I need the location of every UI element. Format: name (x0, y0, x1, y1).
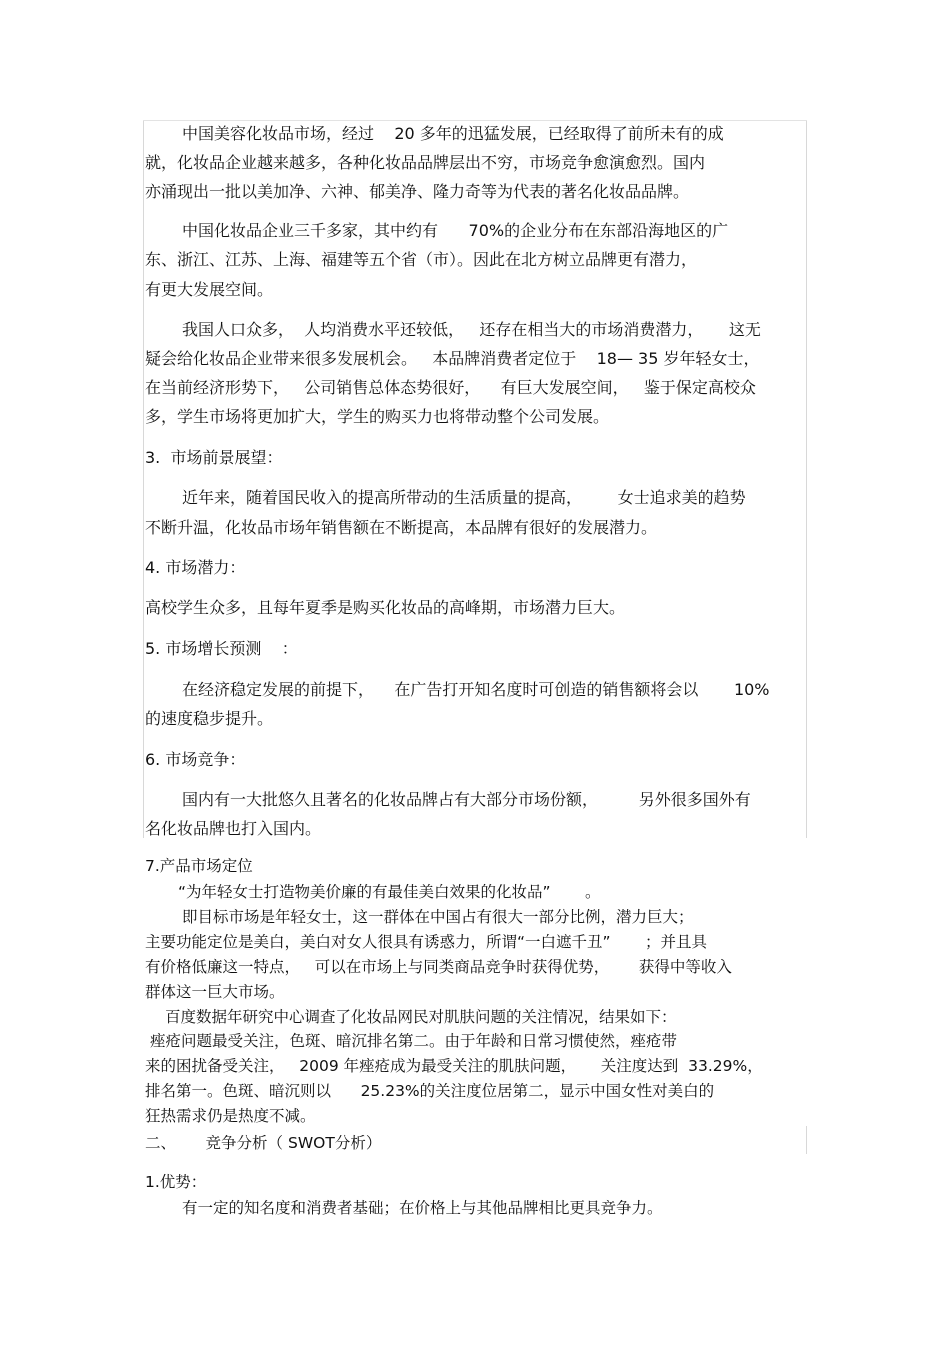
text-line: 亦涌现出一批以美加净、六神、郁美净、隆力奇等为代表的著名化妆品品牌。 (145, 182, 690, 201)
text-line: 疑会给化妆品企业带来很多发展机会。 本品牌消费者定位于 18— 35 岁年轻女士， (145, 349, 760, 368)
text-line: 中国化妆品企业三千多家，其中约有 70%的企业分布在东部沿海地区的广 (182, 221, 729, 240)
text-line: 多，学生市场将更加扩大，学生的购买力也将带动整个公司发展。 (145, 407, 610, 426)
text-line: 在当前经济形势下， 公司销售总体态势很好， 有巨大发展空间， 鉴于保定高校众 (145, 378, 756, 397)
text-line: “为年轻女士打造物美价廉的有最佳美白效果的化妆品” 。 (178, 883, 601, 901)
frame-left-line (143, 120, 144, 838)
text-line: 有价格低廉这一特点， 可以在市场上与同类商品竞争时获得优势， 获得中等收入 (145, 958, 732, 976)
text-line: 有更大发展空间。 (145, 280, 274, 299)
text-line: 主要功能定位是美白，美白对女人很具有诱惑力，所谓“一白遮千丑” ；并且具 (145, 933, 708, 951)
text-line: 就，化妆品企业越来越多，各种化妆品品牌层出不穷，市场竞争愈演愈烈。国内 (145, 153, 706, 172)
text-line: 来的困扰备受关注， 2009 年痤疮成为最受关注的肌肤问题， 关注度达到 33.29%， (145, 1057, 763, 1075)
frame-right-line-lower (806, 1126, 807, 1154)
section-heading: 二、 竞争分析（ SWOT分析） (145, 1134, 382, 1152)
section-heading: 3. 市场前景展望： (145, 448, 283, 467)
text-line: 高校学生众多，且每年夏季是购买化妆品的高峰期，市场潜力巨大。 (145, 598, 626, 617)
text-line: 不断升温，化妆品市场年销售额在不断提高，本品牌有很好的发展潜力。 (145, 518, 658, 537)
text-line: 痤疮问题最受关注，色斑、暗沉排名第二。由于年龄和日常习惯使然，痤疮带 (150, 1032, 678, 1050)
section-heading: 6. 市场竞争： (145, 750, 246, 769)
text-line: 即目标市场是年轻女士，这一群体在中国占有很大一部分比例，潜力巨大； (182, 908, 694, 926)
text-line: 中国美容化妆品市场，经过 20 多年的迅猛发展，已经取得了前所未有的成 (182, 124, 724, 143)
frame-right-line (806, 120, 807, 838)
section-heading: 5. 市场增长预测 ： (145, 639, 298, 658)
section-heading: 7.产品市场定位 (145, 857, 253, 875)
text-line: 在经济稳定发展的前提下， 在广告打开知名度时可创造的销售额将会以 10% (182, 680, 770, 699)
text-line: 百度数据年研究中心调查了化妆品网民对肌肤问题的关注情况，结果如下： (165, 1008, 677, 1026)
text-line: 的速度稳步提升。 (145, 709, 274, 728)
text-line: 国内有一大批悠久且著名的化妆品牌占有大部分市场份额， 另外很多国外有 (182, 790, 751, 809)
text-line: 排名第一。色斑、暗沉则以 25.23%的关注度位居第二，显示中国女性对美白的 (145, 1082, 715, 1100)
text-line: 狂热需求仍是热度不减。 (145, 1107, 316, 1125)
text-line: 群体这一巨大市场。 (145, 983, 285, 1001)
frame-top-line (143, 120, 807, 121)
section-heading: 1.优势： (145, 1173, 207, 1191)
text-line: 近年来，随着国民收入的提高所带动的生活质量的提高， 女士追求美的趋势 (182, 488, 746, 507)
text-line: 东、浙江、江苏、上海、福建等五个省（市）。因此在北方树立品牌更有潜力， (145, 250, 698, 269)
section-heading: 4. 市场潜力： (145, 558, 246, 577)
text-line: 名化妆品牌也打入国内。 (145, 819, 322, 838)
text-line: 我国人口众多， 人均消费水平还较低， 还存在相当大的市场消费潜力， 这无 (182, 320, 761, 339)
text-line: 有一定的知名度和消费者基础；在价格上与其他品牌相比更具竞争力。 (182, 1199, 663, 1217)
